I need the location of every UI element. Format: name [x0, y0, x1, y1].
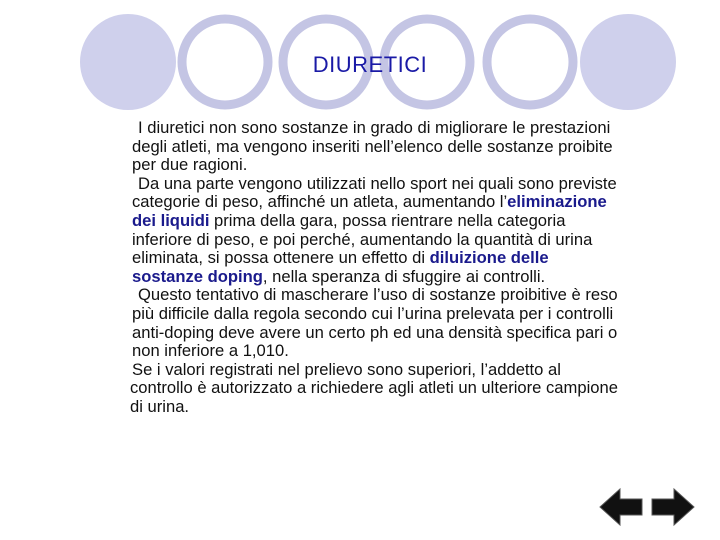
highlight-diluizione-sostanze: diluizione delle sostanze doping [132, 248, 549, 286]
slide-title: DIURETICI [312, 52, 428, 77]
paragraph-1-text: I diuretici non sono sostanze in grado di migliorare le prestazioni degli atleti, ma vengono inseriti nell’elenco delle sostanze proibite per due ragioni. [132, 118, 613, 175]
paragraph-3-text: Questo tentativo di mascherare l’uso di sostanze proibitive è reso più difficile dalla regola secondo cui l’urina prelevata per i controlli anti-doping deve avere un certo ph ed una densità specifica pari o non inferiore a 1,010. [132, 285, 618, 361]
highlight-eliminazione-liquidi: eliminazione dei liquidi [132, 192, 607, 230]
paragraph-2 [118, 175, 618, 287]
arrow-right-icon[interactable] [648, 485, 696, 529]
paragraph-2-text-b: prima della gara, possa rientrare nella categoria inferiore di peso, e poi perché, aumentando la quantità di urina eliminata, si possa ottenere un effetto di [132, 210, 593, 268]
slide-body [118, 119, 618, 417]
paragraph-4-text: Se i valori registrati nel prelievo sono superiori, l’addetto al controllo è autorizzato a richiedere agli atleti un ulteriore campione di urina. [130, 359, 618, 416]
paragraph-1 [118, 119, 618, 175]
paragraph-3 [118, 286, 618, 360]
paragraph-4 [118, 361, 618, 417]
paragraph-2-text-a: Da una parte vengono utilizzati nello sport nei quali sono previste categorie di peso, affinché un atleta, aumentando l’ [132, 173, 617, 212]
arrow-left-icon[interactable] [598, 485, 646, 529]
paragraph-2-text-c: , nella speranza di sfuggire ai controlli. [262, 266, 546, 286]
